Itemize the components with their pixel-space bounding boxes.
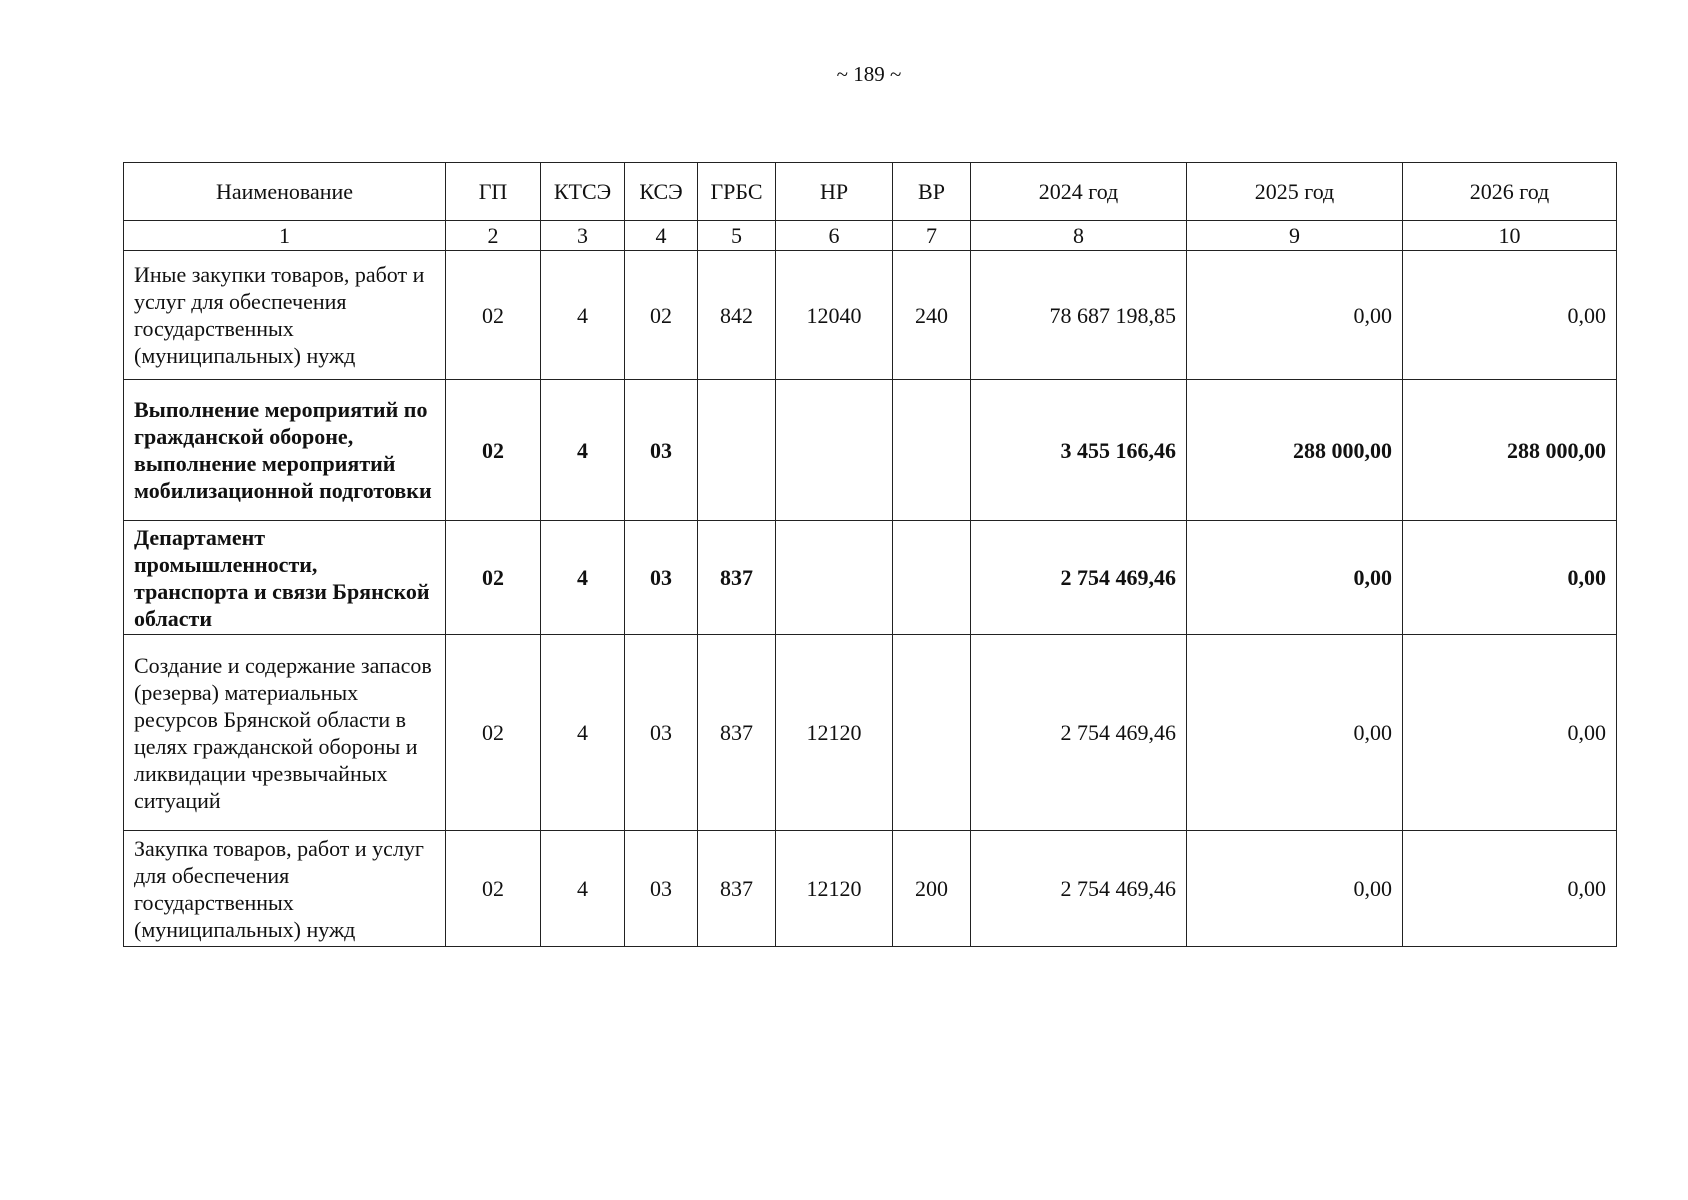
- table-row: [124, 831, 1617, 947]
- column-number-cell: 3: [541, 221, 625, 251]
- ktse-cell: 4: [541, 831, 625, 947]
- amount-2025-cell: 0,00: [1187, 521, 1403, 635]
- amount-2026-cell: 0,00: [1403, 521, 1617, 635]
- table-row: [124, 380, 1617, 521]
- ktse-cell: 4: [541, 251, 625, 380]
- header-cell: ГП: [446, 163, 541, 221]
- column-number-cell: 8: [971, 221, 1187, 251]
- amount-2025-cell: 0,00: [1187, 831, 1403, 947]
- grbs-cell: 837: [698, 635, 776, 831]
- header-cell: КТСЭ: [541, 163, 625, 221]
- nr-cell: [776, 521, 893, 635]
- gp-cell: 02: [446, 251, 541, 380]
- amount-2026-cell: 0,00: [1403, 831, 1617, 947]
- vr-cell: [893, 521, 971, 635]
- table-row: [124, 251, 1617, 380]
- amount-2024-cell: 2 754 469,46: [971, 831, 1187, 947]
- amount-2024-cell: 3 455 166,46: [971, 380, 1187, 521]
- budget-table: [123, 162, 1617, 947]
- row-name: Закупка товаров, работ и услуг для обеспечения государственных (муниципальных) нужд: [124, 831, 446, 947]
- nr-cell: [776, 380, 893, 521]
- amount-2026-cell: 288 000,00: [1403, 380, 1617, 521]
- table-row: [124, 521, 1617, 635]
- column-number-cell: 10: [1403, 221, 1617, 251]
- vr-cell: [893, 380, 971, 521]
- header-cell: 2025 год: [1187, 163, 1403, 221]
- grbs-cell: 842: [698, 251, 776, 380]
- ktse-cell: 4: [541, 635, 625, 831]
- amount-2025-cell: 288 000,00: [1187, 380, 1403, 521]
- vr-cell: [893, 635, 971, 831]
- column-number-cell: 2: [446, 221, 541, 251]
- vr-cell: 200: [893, 831, 971, 947]
- gp-cell: 02: [446, 380, 541, 521]
- amount-2024-cell: 78 687 198,85: [971, 251, 1187, 380]
- kse-cell: 03: [625, 380, 698, 521]
- kse-cell: 03: [625, 521, 698, 635]
- nr-cell: 12120: [776, 635, 893, 831]
- table-header-row: [124, 163, 1617, 221]
- vr-cell: 240: [893, 251, 971, 380]
- amount-2026-cell: 0,00: [1403, 635, 1617, 831]
- nr-cell: 12040: [776, 251, 893, 380]
- gp-cell: 02: [446, 521, 541, 635]
- grbs-cell: 837: [698, 521, 776, 635]
- amount-2026-cell: 0,00: [1403, 251, 1617, 380]
- row-name: Создание и содержание запасов (резерва) материальных ресурсов Брянской области в целях гражданской обороны и ликвидации чрезвычайных ситуаций: [124, 635, 446, 831]
- amount-2024-cell: 2 754 469,46: [971, 635, 1187, 831]
- column-number-cell: 5: [698, 221, 776, 251]
- header-cell: Наименование: [124, 163, 446, 221]
- kse-cell: 02: [625, 251, 698, 380]
- grbs-cell: [698, 380, 776, 521]
- page-number: ~ 189 ~: [836, 62, 902, 86]
- column-number-cell: 9: [1187, 221, 1403, 251]
- nr-cell: 12120: [776, 831, 893, 947]
- kse-cell: 03: [625, 635, 698, 831]
- row-name: Иные закупки товаров, работ и услуг для обеспечения государственных (муниципальных) нужд: [124, 251, 446, 380]
- ktse-cell: 4: [541, 521, 625, 635]
- grbs-cell: 837: [698, 831, 776, 947]
- gp-cell: 02: [446, 831, 541, 947]
- header-cell: ВР: [893, 163, 971, 221]
- column-number-cell: 1: [124, 221, 446, 251]
- table-row: [124, 635, 1617, 831]
- row-name: Департамент промышленности, транспорта и связи Брянской области: [124, 521, 446, 635]
- header-cell: КСЭ: [625, 163, 698, 221]
- gp-cell: 02: [446, 635, 541, 831]
- column-number-cell: 6: [776, 221, 893, 251]
- header-cell: 2026 год: [1403, 163, 1617, 221]
- column-number-row: [124, 221, 1617, 251]
- column-number-cell: 4: [625, 221, 698, 251]
- header-cell: НР: [776, 163, 893, 221]
- column-number-cell: 7: [893, 221, 971, 251]
- ktse-cell: 4: [541, 380, 625, 521]
- header-cell: 2024 год: [971, 163, 1187, 221]
- kse-cell: 03: [625, 831, 698, 947]
- header-cell: ГРБС: [698, 163, 776, 221]
- amount-2025-cell: 0,00: [1187, 635, 1403, 831]
- amount-2024-cell: 2 754 469,46: [971, 521, 1187, 635]
- row-name: Выполнение мероприятий по гражданской обороне, выполнение мероприятий мобилизационной подготовки: [124, 380, 446, 521]
- amount-2025-cell: 0,00: [1187, 251, 1403, 380]
